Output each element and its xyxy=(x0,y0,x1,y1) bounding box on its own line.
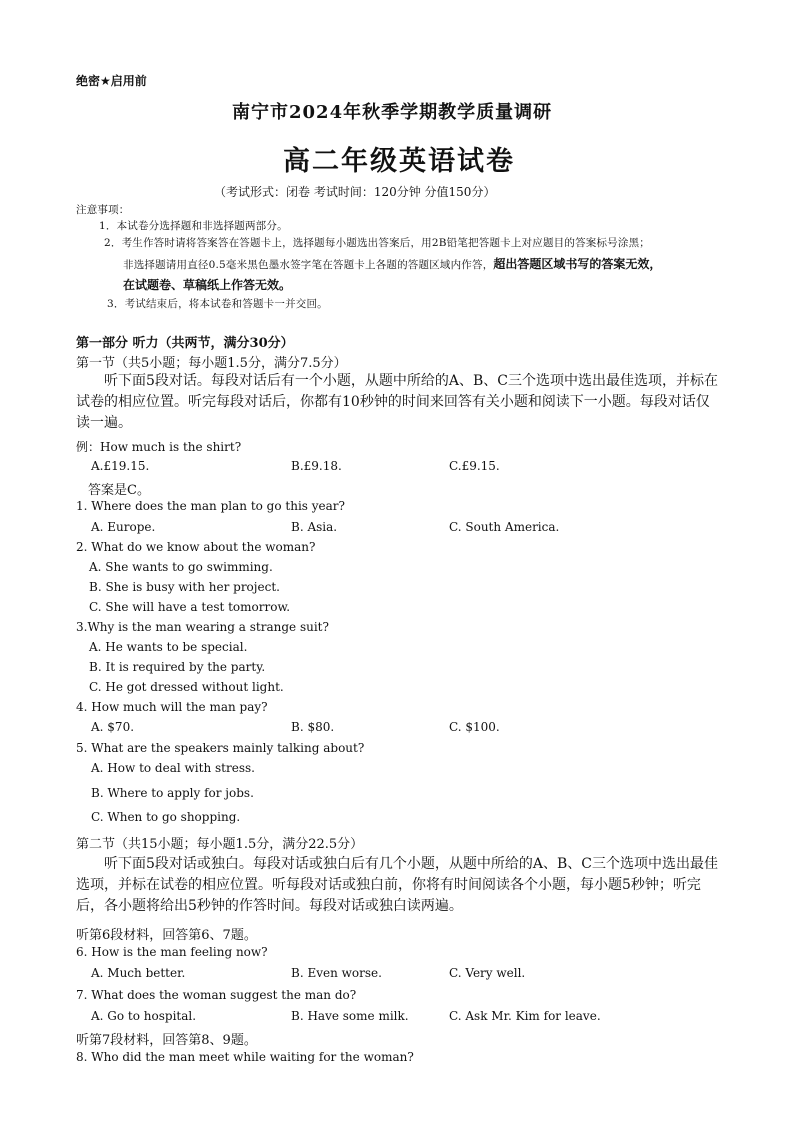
question-7-stem: 7. What does the woman suggest the man do? xyxy=(76,988,357,1002)
question-1-option-b: B. Asia. xyxy=(291,520,338,534)
question-7-option-c: C. Ask Mr. Kim for leave. xyxy=(449,1009,601,1023)
question-2-option-c: C. She will have a test tomorrow. xyxy=(89,600,291,614)
note-2-bold-line: 在试题卷、草稿纸上作答无效。 xyxy=(123,278,292,292)
question-3-option-b: B. It is required by the party. xyxy=(89,660,266,674)
question-1-stem: 1. Where does the man plan to go this year? xyxy=(76,499,345,513)
example-option-b: B.£9.18. xyxy=(291,459,342,473)
question-2-option-a: A. She wants to go swimming. xyxy=(89,560,273,574)
exam-paper-title: 高二年级英语试卷 xyxy=(283,146,515,177)
question-2-stem: 2. What do we know about the woman? xyxy=(76,540,316,554)
confidential-mark: 绝密★启用前 xyxy=(76,74,147,88)
question-6-stem: 6. How is the man feeling now? xyxy=(76,945,268,959)
question-5-option-b: B. Where to apply for jobs. xyxy=(91,786,254,800)
question-7-option-b: B. Have some milk. xyxy=(291,1009,409,1023)
example-option-c: C.£9.15. xyxy=(449,459,500,473)
note-3: 3．考试结束后，将本试卷和答题卡一并交回。 xyxy=(107,298,328,310)
example-answer: 答案是C。 xyxy=(88,483,150,498)
question-3-stem: 3.Why is the man wearing a strange suit? xyxy=(76,620,329,634)
section2-instructions: 听下面5段对话或独白。每段对话或独白后有几个小题，从题中所给的A、B、C三个选项中选出最佳选项，并标在试卷的相应位置。听每段对话或独白前，你将有时间阅读各个小题，每小题5秒钟；听完后，各小题将给出5秒钟的作答时间。每段对话或独白读两遍。 xyxy=(76,856,719,914)
question-4-stem: 4. How much will the man pay? xyxy=(76,700,268,714)
question-4-option-c: C. $100. xyxy=(449,720,500,734)
question-6-option-b: B. Even worse. xyxy=(291,966,382,980)
question-4-option-b: B. $80. xyxy=(291,720,335,734)
material-7-note: 听第7段材料，回答第8、9题。 xyxy=(76,1033,257,1048)
note-2: 2．考生作答时请将答案答在答题卡上，选择题每小题选出答案后，用2B铅笔把答题卡上对应题目的答案标号涂黑； xyxy=(104,237,650,249)
section2-heading: 第二节（共15小题；每小题1.5分，满分22.5分） xyxy=(76,837,364,852)
question-4-option-a: A. $70. xyxy=(91,720,135,734)
exam-info: （考试形式：闭卷 考试时间：120分钟 分值150分） xyxy=(214,185,496,199)
material-6-note: 听第6段材料，回答第6、7题。 xyxy=(76,928,257,943)
question-7-option-a: A. Go to hospital. xyxy=(91,1009,197,1023)
question-8-stem: 8. Who did the man meet while waiting for the woman? xyxy=(76,1050,414,1064)
question-2-option-b: B. She is busy with her project. xyxy=(89,580,280,594)
exam-org-title: 南宁市2024年秋季学期教学质量调研 xyxy=(232,102,553,123)
question-6-option-c: C. Very well. xyxy=(449,966,526,980)
note-2-bold: 超出答题区域书写的答案无效， xyxy=(493,257,662,271)
question-6-option-a: A. Much better. xyxy=(91,966,186,980)
note-2-continued xyxy=(123,253,661,272)
section1-heading: 第一节（共5小题；每小题1.5分，满分7.5分） xyxy=(76,356,347,371)
question-5-option-a: A. How to deal with stress. xyxy=(91,761,255,775)
question-1-option-c: C. South America. xyxy=(449,520,560,534)
question-1-option-a: A. Europe. xyxy=(91,520,156,534)
question-3-option-c: C. He got dressed without light. xyxy=(89,680,284,694)
example-option-a: A.£19.15. xyxy=(91,459,150,473)
section1-instructions: 听下面5段对话。每段对话后有一个小题，从题中所给的A、B、C三个选项中选出最佳选项，并标在试卷的相应位置。听完每段对话后，你都有10秒钟的时间来回答有关小题和阅读下一小题。每段对话仅读一遍。 xyxy=(76,373,719,431)
note-1: 1．本试卷分选择题和非选择题两部分。 xyxy=(99,220,288,232)
notes-heading: 注意事项： xyxy=(76,204,130,216)
note-2-normal: 非选择题请用直径0.5毫米黑色墨水签字笔在答题卡上各题的答题区域内作答， xyxy=(123,259,494,271)
example-question: 例：How much is the shirt? xyxy=(76,440,242,454)
part1-heading: 第一部分 听力（共两节，满分30分） xyxy=(76,336,294,351)
question-5-option-c: C. When to go shopping. xyxy=(91,810,241,824)
question-3-option-a: A. He wants to be special. xyxy=(89,640,248,654)
question-5-stem: 5. What are the speakers mainly talking about? xyxy=(76,741,365,755)
